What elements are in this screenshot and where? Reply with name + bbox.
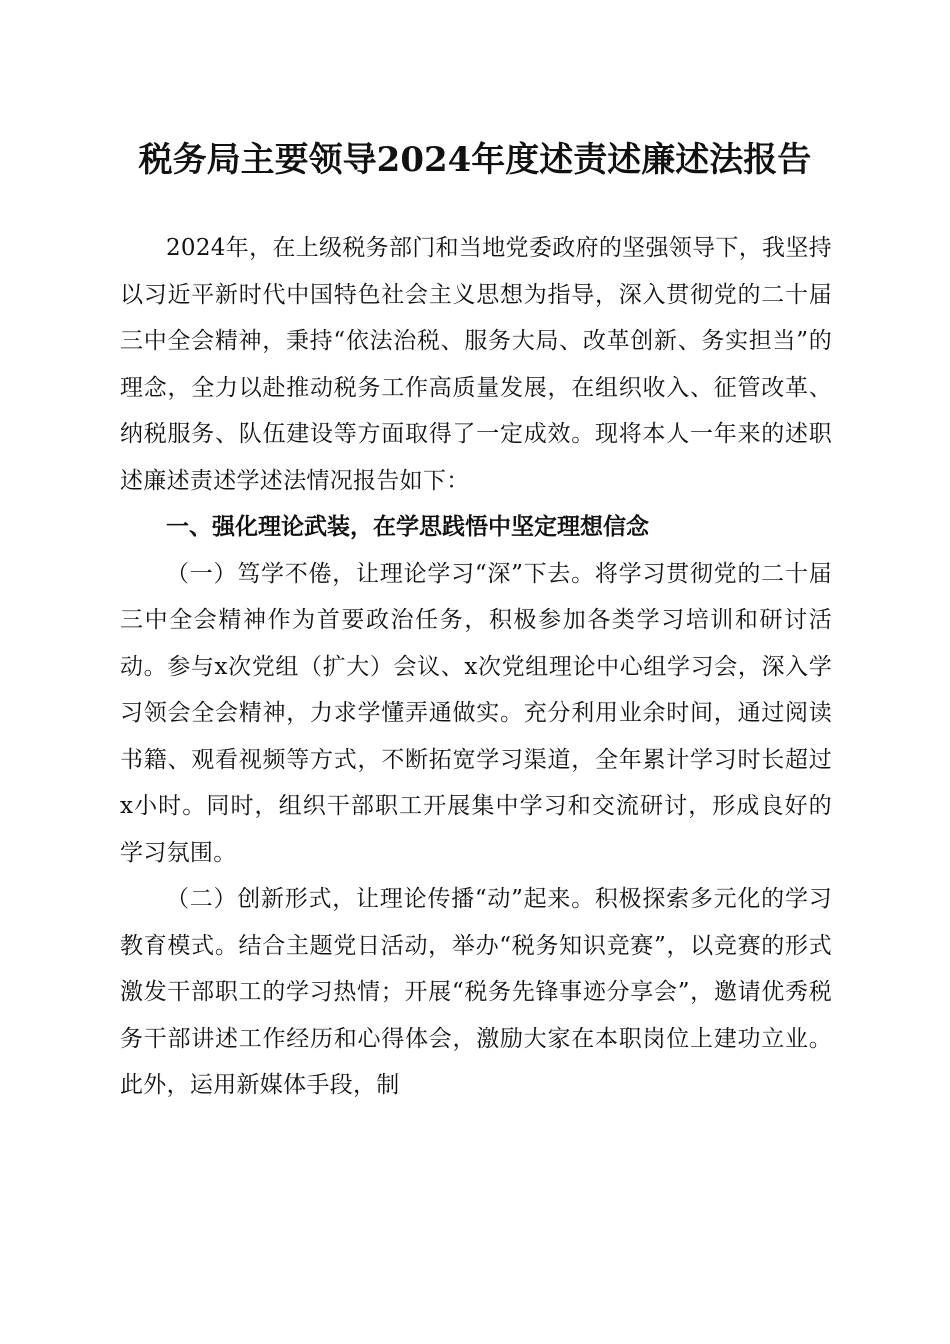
intro-paragraph: 2024年，在上级税务部门和当地党委政府的坚强领导下，我坚持以习近平新时代中国特色社会主义思想为指导，深入贯彻党的二十届三中全会精神，秉持“依法治税、服务大局、改革创新、务实担当”的理念，全力以赴推动税务工作高质量发展，在组织收入、征管改革、纳税服务、队伍建设等方面取得了一定成效。现将本人一年来的述职述廉述责述学述法情况报告如下：	[120, 235, 832, 494]
subsection-2-text: 积极探索多元化的学习教育模式。结合主题党日活动，举办“税务知识竞赛”，以竞赛的形式激发干部职工的学习热情；开展“税务先锋事迹分享会”，邀请优秀税务干部讲述工作经历和心得体会，激励大家在本职岗位上建功立业。此外，运用新媒体手段，制	[120, 886, 832, 1098]
subsection-2-lead: （二）创新形式，让理论传播“动”起来。	[166, 886, 595, 912]
subsection-1-paragraph	[120, 551, 832, 877]
subsection-1-text: 将学习贯彻党的二十届三中全会精神作为首要政治任务，积极参加各类学习培训和研讨活动。参与x次党组（扩大）会议、x次党组理论中心组学习会，深入学习领会全会精神，力求学懂弄通做实。充分利用业余时间，通过阅读书籍、观看视频等方式，不断拓宽学习渠道，全年累计学习时长超过x小时。同时，组织干部职工开展集中学习和交流研讨，形成良好的学习氛围。	[120, 560, 832, 866]
subsection-2-paragraph	[120, 876, 832, 1109]
subsection-1-lead: （一）笃学不倦，让理论学习“深”下去。	[166, 560, 595, 587]
document-body	[120, 225, 832, 1109]
document-title: 税务局主要领导2024年度述责述廉述法报告	[138, 140, 812, 180]
section-heading-1: 一、强化理论武装，在学思践悟中坚定理想信念	[166, 514, 649, 540]
